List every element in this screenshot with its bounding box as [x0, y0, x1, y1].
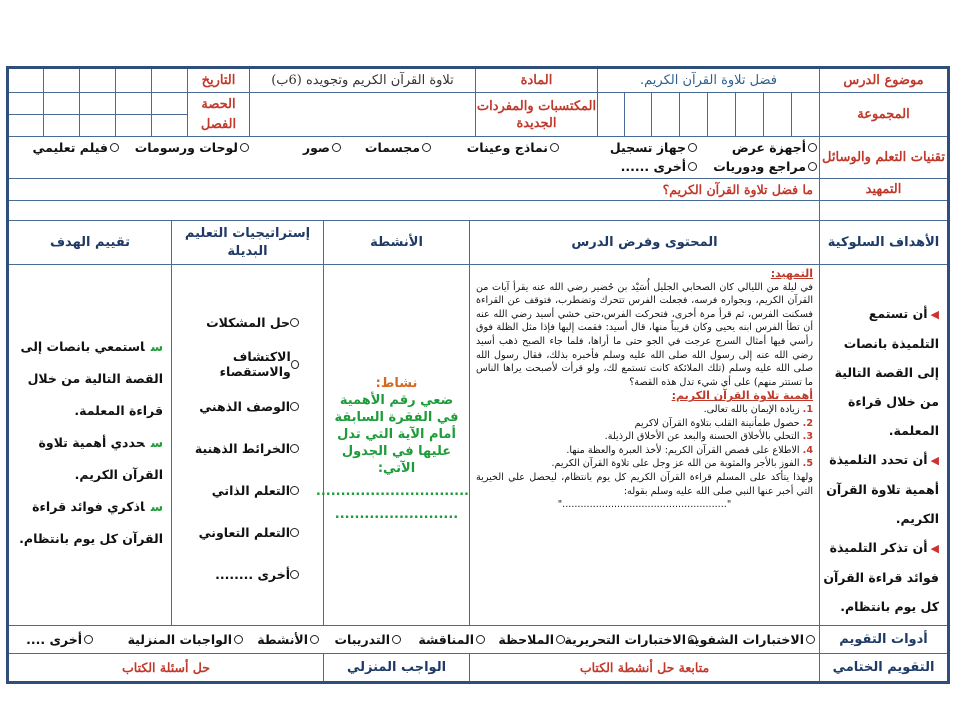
radio-circle-icon: [290, 318, 299, 327]
tech-option[interactable]: فيلم تعليمي: [32, 140, 119, 155]
tech-option[interactable]: جهاز تسجيل: [610, 140, 697, 155]
period-class-label-cell: [187, 93, 249, 136]
strategies-header-cell: [171, 221, 323, 264]
evaluation-header-cell: [9, 221, 171, 264]
strategy-option[interactable]: التعلم التعاوني: [172, 511, 299, 553]
row-topic: [9, 69, 947, 93]
strategy-option[interactable]: الاكتشاف والاستقصاء: [172, 343, 299, 385]
assessment-option[interactable]: الملاحظة: [498, 632, 565, 647]
radio-circle-icon: [422, 143, 431, 152]
period-box[interactable]: [115, 93, 151, 136]
row-assessment: [9, 626, 947, 654]
activity-dots[interactable]: ...............................: [315, 484, 469, 499]
final-label-cell: [819, 654, 947, 681]
activity-title: نشاط:: [375, 376, 418, 391]
strategy-option[interactable]: أخرى ........: [172, 553, 299, 595]
tech-option[interactable]: مراجع ودوريات: [713, 159, 817, 174]
date-box[interactable]: [9, 69, 43, 92]
blank-cell: [819, 201, 947, 220]
evaluation-column: [9, 265, 171, 625]
subject-label: المادة: [520, 73, 553, 88]
strategy-option[interactable]: الخرائط الذهنية: [172, 427, 299, 469]
techniques-label: تقنيات التعلم والوسائل: [822, 150, 945, 165]
blank-cell[interactable]: [9, 201, 819, 220]
assessment-option[interactable]: الواجبات المنزلية: [128, 632, 243, 647]
date-box[interactable]: [43, 69, 79, 92]
topic-label-cell: [819, 69, 947, 92]
activities-column: [315, 265, 469, 625]
lesson-topic-label: موضوع الدرس: [843, 73, 924, 88]
radio-circle-icon: [290, 570, 299, 579]
evaluation-header: تقييم الهدف: [49, 235, 131, 250]
techniques-row2: [9, 159, 819, 177]
quote-placeholder[interactable]: "......................................................": [557, 499, 732, 511]
row-column-headers: [9, 221, 947, 265]
gains-value-cell[interactable]: [249, 93, 475, 136]
question-marker: س: [150, 499, 163, 514]
tech-option[interactable]: نماذج وعينات: [467, 140, 559, 155]
group-box[interactable]: [624, 93, 651, 136]
tech-option[interactable]: مجسمات: [365, 140, 431, 155]
lesson-plan-sheet: [9, 69, 947, 681]
radio-circle-icon: [688, 143, 697, 152]
final-label: التقويم الختامي: [832, 660, 935, 675]
strategies-column: [171, 265, 323, 625]
radio-circle-icon: [290, 444, 299, 453]
row-main-body: [9, 265, 947, 626]
goals-header-cell: [819, 221, 947, 264]
techniques-options: [9, 137, 819, 179]
goal-item: ◀أن تستمع التلميذة بانصات إلى القصة التالية من خلال قراءة المعلمة.: [834, 306, 939, 438]
importance-subtitle: أهمية تلاوة القرآن الكريم:: [671, 389, 813, 403]
row-techniques: [9, 137, 947, 179]
gains-label: المكتسبات والمفردات الجديدة: [476, 98, 597, 131]
date-label-cell: [187, 69, 249, 92]
period-box[interactable]: [151, 93, 187, 136]
followup-cell: [469, 654, 819, 681]
intro-label: التمهيد: [865, 182, 902, 197]
radio-circle-icon: [310, 635, 319, 644]
radio-circle-icon: [688, 635, 697, 644]
assessment-option[interactable]: الأنشطة: [257, 632, 319, 647]
strategies-list: [172, 301, 323, 595]
importance-item: 2. حصول طمأنينة القلب بتلاوة القرآن لاكريم: [634, 417, 813, 429]
radio-circle-icon: [240, 143, 249, 152]
topic-value-cell: [597, 69, 819, 92]
story-text: في ليلة من الليالي كان الصحابي الجليل أُسَيْد بن حُضير رضي الله عنه يقرأ آيات من القرآن الكريم، وبجواره فرسه، فجعلت الفرس تتحرك وتضطرب، فتوقف عن القراءة فسكنت الفرس، ثم قرأ مرة أخرى، فتحركت الفرس،حتى خشي أسيد رضي الله عنه أن تطأ الفرس ابنه يحيى وكان قريباً منها، قال أسيد: فقمت إليها فإذا مثل الظلة فوق رأسي فيها أمثال السرج عرجت في الجو حتى ما أراها، فلما جاء الصبح ذهب أسيد رضي الله عنه إلى رسول الله صلى الله عليه وسلم فأخبره بذلك، فقال رسول الله صلى الله عليه وسلم (تلك الملائكة كانت تستمع لك، ولو قرأت لأصبحت يراها الناس ما تستتر منهم) على أي شيء تدل هذه القصة؟: [476, 281, 813, 388]
radio-circle-icon: [332, 143, 341, 152]
assessment-option[interactable]: الاختبارات الشفوية: [687, 632, 815, 647]
row-blank: [9, 201, 947, 221]
homework-label: الواجب المنزلي: [346, 660, 447, 675]
date-box[interactable]: [151, 69, 187, 92]
activity-dots[interactable]: .........................: [334, 507, 459, 522]
subject-value: تلاوة القرآن الكريم وتجويده (6ب): [271, 73, 454, 88]
lesson-topic-value: فضل تلاوة القرآن الكريم.: [640, 73, 778, 88]
radio-circle-icon: [476, 635, 485, 644]
activities-header-cell: [323, 221, 469, 264]
assessment-label-cell: [819, 626, 947, 653]
tech-option[interactable]: صور: [303, 140, 341, 155]
activities-header: الأنشطة: [370, 235, 423, 250]
intro-question: ما فضل تلاوة القرآن الكريم؟: [662, 182, 813, 197]
strategy-option[interactable]: التعلم الذاتي: [172, 469, 299, 511]
date-box[interactable]: [79, 69, 115, 92]
intro-subtitle: التمهيد:: [770, 267, 813, 280]
radio-circle-icon: [290, 402, 299, 411]
closing-text: ولهذا يتأكد على المسلم قراءة القرآن الكريم كل يوم بانتظام، ليحصل علي الخيرية التي أخبر عنها النبي صلى الله عليه وسلم بقوله:: [476, 471, 813, 497]
lesson-content: [470, 265, 819, 512]
group-box[interactable]: [735, 93, 763, 136]
intro-label-cell: [819, 179, 947, 200]
row-intro: [9, 179, 947, 201]
strategy-option[interactable]: الوصف الذهني: [172, 385, 299, 427]
tech-option[interactable]: أخرى ......: [621, 159, 697, 174]
evaluation-item: ساستمعي بانصات إلى القصة التالية من خلال قراءة المعلمة.: [20, 339, 163, 418]
assessment-option[interactable]: المناقشة: [418, 632, 485, 647]
row-final: [9, 654, 947, 681]
group-box[interactable]: [791, 93, 819, 136]
radio-circle-icon: [806, 635, 815, 644]
period-box[interactable]: [43, 93, 79, 136]
row-group: [9, 93, 947, 137]
assessment-option[interactable]: التدريبات: [334, 632, 401, 647]
goal-item: ◀أن تحدد التلميذة أهمية تلاوة القرآن الكريم.: [826, 452, 939, 526]
goal-item: ◀أن تذكر التلميذة فوائد قراءة القرآن كل يوم بانتظام.: [823, 540, 939, 614]
importance-item: 3. التحلي بالأخلاق الحسنة والبعد عن الأخلاق الرذيلة.: [604, 431, 813, 443]
group-box[interactable]: [651, 93, 679, 136]
tech-option[interactable]: أجهزة عرض: [732, 140, 817, 155]
period-box[interactable]: [9, 93, 43, 136]
radio-circle-icon: [808, 162, 817, 171]
question-marker: س: [150, 435, 163, 450]
triangle-bullet-icon: ◀: [930, 542, 939, 555]
goals-header: الأهداف السلوكية: [827, 235, 940, 250]
activity-text: ضعي رقم الأهمية في الفقرة السابقة أمام الآية التي تدل عليها في الجدول الآتي:: [334, 393, 459, 476]
radio-circle-icon: [290, 528, 299, 537]
radio-circle-icon: [110, 143, 119, 152]
radio-circle-icon: [688, 162, 697, 171]
techniques-label-cell: [819, 137, 947, 178]
group-box[interactable]: [679, 93, 707, 136]
subject-label-cell: [475, 69, 597, 92]
period-box[interactable]: [79, 93, 115, 136]
followup-text: متابعة حل أنشطة الكتاب: [579, 660, 710, 675]
triangle-bullet-icon: ◀: [930, 454, 939, 467]
importance-item: 5. الفوز بالأجر والمثوبة من الله عز وجل على تلاوة القرآن الكريم.: [551, 458, 813, 470]
assessment-options: [9, 626, 819, 654]
group-box[interactable]: [707, 93, 735, 136]
intro-value-cell: [9, 179, 819, 200]
radio-circle-icon: [290, 486, 299, 495]
group-box[interactable]: [763, 93, 791, 136]
radio-circle-icon: [291, 360, 299, 369]
evaluation-item: ساذكري فوائد قراءة القرآن كل يوم بانتظام.: [19, 499, 163, 546]
triangle-bullet-icon: ◀: [930, 308, 939, 321]
gains-label-cell: [475, 93, 597, 136]
radio-circle-icon: [556, 635, 565, 644]
book-text: حل أسئلة الكتاب: [122, 660, 210, 675]
group-box[interactable]: [597, 93, 624, 136]
radio-circle-icon: [392, 635, 401, 644]
radio-circle-icon: [234, 635, 243, 644]
class-label: الفصل: [200, 116, 237, 132]
content-column: [469, 265, 819, 625]
date-box[interactable]: [115, 69, 151, 92]
period-label: الحصة: [201, 96, 236, 112]
date-label: التاريخ: [201, 73, 236, 88]
group-label-cell: [819, 93, 947, 136]
tech-option[interactable]: لوحات ورسومات: [135, 140, 249, 155]
importance-item: 1. زيادة الإيمان بالله تعالى.: [703, 403, 813, 415]
radio-circle-icon: [808, 143, 817, 152]
strategy-option[interactable]: حل المشكلات: [172, 301, 299, 343]
group-label: المجموعة: [857, 107, 910, 122]
homework-label-cell: [323, 654, 469, 681]
evaluation-item: سحددي أهمية تلاوة القرآن الكريم.: [38, 435, 163, 482]
assessment-option[interactable]: الاختبارات التحريرية: [564, 632, 697, 647]
content-header: المحتوى وفرض الدرس: [571, 235, 718, 250]
subject-value-cell: [249, 69, 475, 92]
assessment-option[interactable]: أخرى ....: [26, 632, 93, 647]
book-cell: [9, 654, 323, 681]
strategies-header: إستراتيجيات التعليم البديلة: [184, 225, 311, 259]
goals-column: [819, 265, 947, 625]
radio-circle-icon: [84, 635, 93, 644]
techniques-row1: [9, 140, 819, 158]
question-marker: س: [150, 339, 163, 354]
importance-item: 4. الاطلاع على قصص القرآن الكريم: لأخذ العبرة والعظة منها.: [566, 444, 813, 456]
radio-circle-icon: [550, 143, 559, 152]
assessment-label: أدوات التقويم: [839, 632, 928, 647]
content-header-cell: [469, 221, 819, 264]
